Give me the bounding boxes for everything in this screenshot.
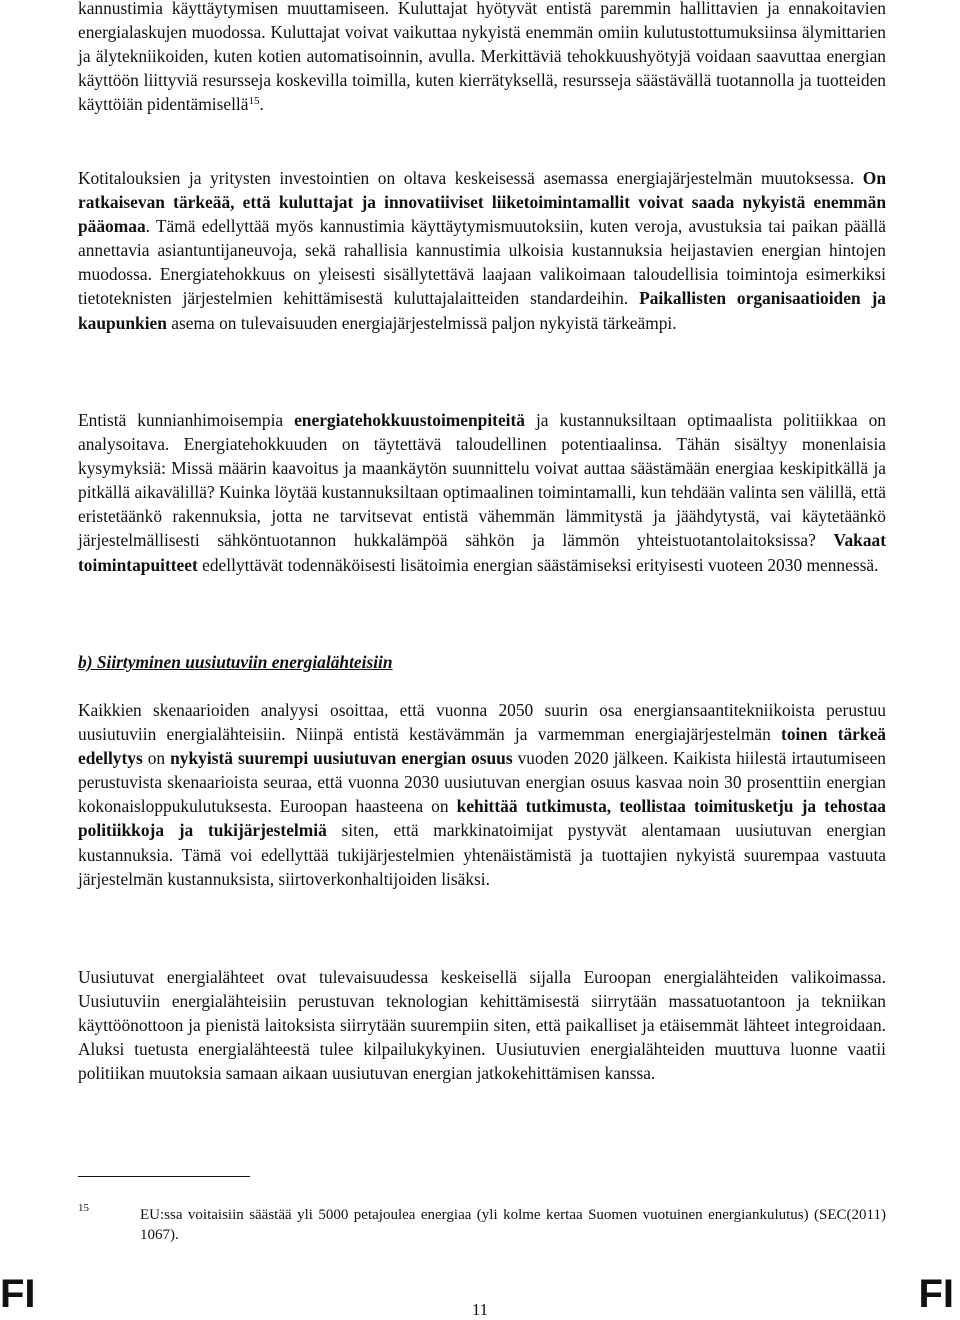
paragraph-investments: Kotitalouksien ja yritysten investointien on oltava keskeisessä asemassa energiajärjestelmän muutoksessa. On ratkaisevan tärkeää, että kuluttajat ja innovatiiviset liiketoimintamallit voivat saada nykyistä enemmän pääomaa. Tämä edellyttää myös kannustimia käyttäytymismuutoksiin, kuten veroja, avustuksia tai paikan päällä annettavia asiantuntijaneuvoja, sekä rahallisia kannustimia ulkoisia kustannuksia heijastavien energian hintojen muodossa. Energiatehokkuus on yleisesti sisällytettävä laajaan valikoimaan taloudellisia toimintoja esimerkiksi tietoteknisten järjestelmien kehittämisestä kuluttajalaitteiden standardeihin. Paikallisten organisaatioiden ja kaupunkien asema on tulevaisuuden energiajärjestelmissä paljon nykyistä tärkeämpi. <box>78 168 886 333</box>
footnote-text: EU:ssa voitaisiin säästää yli 5000 petajoulea energiaa (yli kolme kertaa Suomen vuotuinen energiankulutus) (SEC(2011) 1067). <box>140 1207 886 1243</box>
footnote-ref[interactable]: 15 <box>248 95 260 108</box>
language-marker-left: FI <box>0 1272 36 1316</box>
language-marker-right: FI <box>918 1272 954 1316</box>
footnote-number: 15 <box>78 1202 89 1214</box>
paragraph-efficiency: Entistä kunnianhimoisempia energiatehokkuustoimenpiteitä ja kustannuksiltaan optimaalista politiikkaa on analysoitava. Energiatehokkuuden on täytettävä taloudellinen potentiaalinsa. Tähän sisältyy monenlaisia kysymyksiä: Missä määrin kaavoitus ja maankäytön suunnittelu voivat auttaa säästämään energiaa keskipitkällä ja pitkällä aikavälillä? Kuinka löytää kustannuksiltaan optimaalinen toimintamalli, kun tehdään valinta sen välillä, että eristetäänkö rakennuksia, jotta ne tarvitsevat entistä vähemmän lämmitystä ja jäähdytystä, vai käytetäänkö järjestelmällisesti sähköntuotannon hukkalämpöä sähkön ja lämmön yhteistuotantolaitoksissa? Vakaat toimintapuitteet edellyttävät todennäköisesti lisätoimia energian säästämiseksi erityisesti vuoteen 2030 mennessä. <box>78 410 886 575</box>
paragraph-consumers: kannustimia käyttäytymisen muuttamiseen. Kuluttajat hyötyvät entistä paremmin hallittavien ja ennakoitavien energialaskujen muodossa. Kuluttajat voivat vaikuttaa nykyistä enemmän omiin kulutustottumuksiinsa älymittarien ja älytekniikoiden, kuten kotien automatisoinnin, avulla. Merkittäviä tehokkuushyötyjä voidaan saavuttaa energian käyttöön liittyviä resursseja koskevilla toimilla, kuten kierrätyksellä, resursseja säästävällä tuotannolla ja tuotteiden käyttöiän pidentämisellä$^{15}$. <box>78 0 886 115</box>
paragraph-renewables-future: Uusiutuvat energialähteet ovat tulevaisuudessa keskeisellä sijalla Euroopan energialähteiden valikoimassa. Uusiutuviin energialähteisiin perustuvan teknologian kehittämisestä siirrytään massatuotantoon ja tekniikan käyttöönottoon ja pienistä laitoksista siirrytään suurempiin siten, että paikalliset ja etäisemmät lähteet integroidaan. Aluksi tuetusta energialähteestä tulee kilpailukykyinen. Uusiutuvien energialähteiden muuttuva luonne vaatii politiikan muutoksia samaan aikaan uusiutuvan energian jatkokehittämisen kanssa. <box>78 967 886 1084</box>
footnote-divider <box>78 1176 250 1177</box>
section-heading: b) Siirtyminen uusiutuviin energialähteisiin <box>78 652 393 672</box>
page-number: 11 <box>471 1300 489 1319</box>
paragraph-renewables-analysis: Kaikkien skenaarioiden analyysi osoittaa, että vuonna 2050 suurin osa energiansaantitekniikoista perustuu uusiutuviin energialähteisiin. Niinpä entistä kestävämmän ja varmemman energiajärjestelmän toinen tärkeä edellytys on nykyistä suurempi uusiutuvan energian osuus vuoden 2020 jälkeen. Kaikista hiilestä irtautumiseen perustuvista skenaarioista seuraa, että vuonna 2030 uusiutuvan energian osuus kasvaa noin 30 prosenttiin energian kokonaisloppukulutuksesta. Euroopan haasteena on kehittää tutkimusta, teollistaa toimitusketju ja tehostaa politiikkoja ja tukijärjestelmiä siten, että markkinatoimijat pystyvät alentamaan uusiutuvan energian kustannuksia. Tämä voi edellyttää tukijärjestelmien yhtenäistämistä ja tuottajien nykyistä suurempaa vastuuta järjestelmän kustannuksista, siirtoverkonhaltijoiden lisäksi. <box>78 700 886 889</box>
